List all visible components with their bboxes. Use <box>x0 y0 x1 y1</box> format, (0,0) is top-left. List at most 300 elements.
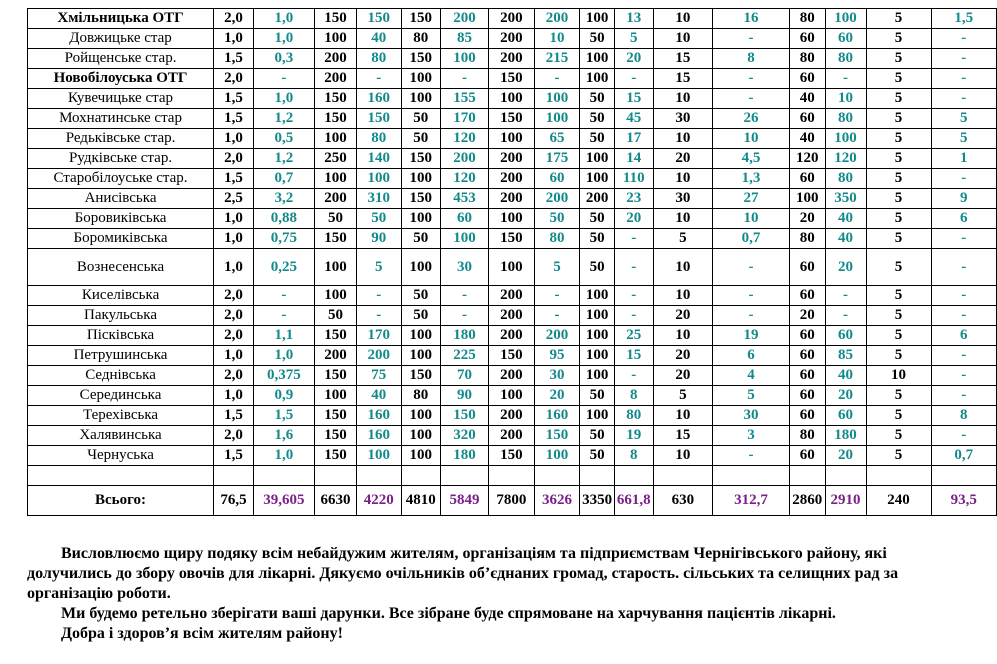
total-value-cell: 93,5 <box>931 486 996 516</box>
value-cell: 14 <box>614 149 653 169</box>
value-cell: 200 <box>489 169 535 189</box>
value-cell: 60 <box>440 209 488 229</box>
value-cell: 1 <box>931 149 996 169</box>
table-row <box>28 29 997 49</box>
value-cell: 200 <box>440 9 488 29</box>
value-cell: 100 <box>315 286 357 306</box>
value-cell: 50 <box>580 249 615 286</box>
row-name-cell: Киселівська <box>28 286 214 306</box>
empty-cell <box>253 466 314 486</box>
value-cell: 26 <box>713 109 790 129</box>
value-cell: 200 <box>489 306 535 326</box>
value-cell: 100 <box>489 249 535 286</box>
row-name-cell: Седнівська <box>28 366 214 386</box>
value-cell: 150 <box>356 9 401 29</box>
value-cell: - <box>931 386 996 406</box>
value-cell: 100 <box>580 326 615 346</box>
value-cell: 2,0 <box>214 69 254 89</box>
value-cell: 150 <box>315 9 357 29</box>
value-cell: 5 <box>866 149 931 169</box>
value-cell: 200 <box>489 29 535 49</box>
value-cell: 0,5 <box>253 129 314 149</box>
value-cell: 5 <box>866 169 931 189</box>
value-cell: - <box>713 69 790 89</box>
value-cell: 10 <box>653 209 713 229</box>
value-cell: 60 <box>790 326 826 346</box>
value-cell: 60 <box>790 69 826 89</box>
value-cell: 100 <box>489 386 535 406</box>
empty-cell <box>315 466 357 486</box>
value-cell: 0,7 <box>253 169 314 189</box>
total-value-cell: 2860 <box>790 486 826 516</box>
value-cell: 85 <box>825 346 866 366</box>
value-cell: 40 <box>356 386 401 406</box>
value-cell: 15 <box>653 426 713 446</box>
value-cell: 100 <box>401 209 440 229</box>
value-cell: 100 <box>315 249 357 286</box>
value-cell: 100 <box>580 286 615 306</box>
value-cell: 100 <box>315 29 357 49</box>
value-cell: 6 <box>931 209 996 229</box>
value-cell: 90 <box>440 386 488 406</box>
table-row <box>28 406 997 426</box>
value-cell: 50 <box>580 89 615 109</box>
value-cell: - <box>614 249 653 286</box>
value-cell: 5 <box>653 229 713 249</box>
value-cell: 2,0 <box>214 426 254 446</box>
value-cell: 5 <box>866 406 931 426</box>
value-cell: 100 <box>790 189 826 209</box>
value-cell: 5 <box>866 446 931 466</box>
value-cell: 100 <box>401 169 440 189</box>
value-cell: 160 <box>356 89 401 109</box>
table-row <box>28 286 997 306</box>
value-cell: 60 <box>790 109 826 129</box>
value-cell: 100 <box>440 229 488 249</box>
total-value-cell: 4220 <box>356 486 401 516</box>
value-cell: 50 <box>580 446 615 466</box>
value-cell: 40 <box>356 29 401 49</box>
table-row <box>28 446 997 466</box>
value-cell: - <box>614 229 653 249</box>
value-cell: 215 <box>534 49 580 69</box>
empty-cell <box>713 466 790 486</box>
value-cell: 160 <box>534 406 580 426</box>
value-cell: 50 <box>580 426 615 446</box>
value-cell: 1,5 <box>214 446 254 466</box>
value-cell: - <box>713 29 790 49</box>
row-name-cell: Чернуська <box>28 446 214 466</box>
total-value-cell: 240 <box>866 486 931 516</box>
message-paragraph-2: Ми будемо ретельно зберігати ваші дарунки. Все зібране буде спрямоване на харчування пацієнтів лікарні. <box>61 605 836 622</box>
total-value-cell: 39,605 <box>253 486 314 516</box>
value-cell: 200 <box>315 346 357 366</box>
value-cell: 5 <box>931 109 996 129</box>
value-cell: 60 <box>825 406 866 426</box>
value-cell: 200 <box>489 286 535 306</box>
value-cell: 15 <box>614 346 653 366</box>
value-cell: 100 <box>315 129 357 149</box>
value-cell: 180 <box>440 326 488 346</box>
value-cell: - <box>931 29 996 49</box>
value-cell: 150 <box>489 69 535 89</box>
value-cell: 1,5 <box>214 406 254 426</box>
value-cell: 100 <box>580 69 615 89</box>
value-cell: 150 <box>315 366 357 386</box>
value-cell: 60 <box>790 249 826 286</box>
message-paragraph-3: Добра і здоров’я всім жителям району! <box>61 625 343 642</box>
total-value-cell: 7800 <box>489 486 535 516</box>
value-cell: 3,2 <box>253 189 314 209</box>
value-cell: 10 <box>653 286 713 306</box>
value-cell: 150 <box>489 229 535 249</box>
value-cell: 250 <box>315 149 357 169</box>
value-cell: 200 <box>489 189 535 209</box>
value-cell: 100 <box>440 49 488 69</box>
spacer-row <box>28 466 997 486</box>
value-cell: 50 <box>401 306 440 326</box>
empty-cell <box>580 466 615 486</box>
value-cell: 0,88 <box>253 209 314 229</box>
value-cell: 100 <box>401 89 440 109</box>
value-cell: 100 <box>580 49 615 69</box>
value-cell: 100 <box>401 326 440 346</box>
table-row <box>28 149 997 169</box>
value-cell: 100 <box>534 109 580 129</box>
empty-cell <box>866 466 931 486</box>
empty-cell <box>653 466 713 486</box>
value-cell: 80 <box>825 169 866 189</box>
total-row <box>28 486 997 516</box>
value-cell: - <box>931 426 996 446</box>
value-cell: 50 <box>580 386 615 406</box>
value-cell: 40 <box>825 366 866 386</box>
value-cell: 1,3 <box>713 169 790 189</box>
value-cell: 200 <box>489 406 535 426</box>
value-cell: 6 <box>713 346 790 366</box>
value-cell: 30 <box>653 109 713 129</box>
row-name-cell: Редьківське стар. <box>28 129 214 149</box>
value-cell: 5 <box>866 49 931 69</box>
value-cell: 150 <box>401 49 440 69</box>
value-cell: - <box>534 69 580 89</box>
value-cell: - <box>253 286 314 306</box>
value-cell: 20 <box>653 366 713 386</box>
value-cell: 50 <box>315 306 357 326</box>
value-cell: - <box>440 306 488 326</box>
value-cell: 100 <box>356 446 401 466</box>
row-name-cell: Новобілоуська ОТГ <box>28 69 214 89</box>
value-cell: 80 <box>401 386 440 406</box>
value-cell: - <box>931 49 996 69</box>
value-cell: 100 <box>315 386 357 406</box>
value-cell: 150 <box>315 109 357 129</box>
value-cell: 200 <box>489 426 535 446</box>
value-cell: 1,0 <box>214 129 254 149</box>
value-cell: 150 <box>401 9 440 29</box>
value-cell: 200 <box>440 149 488 169</box>
row-name-cell: Боровиківська <box>28 209 214 229</box>
value-cell: 19 <box>614 426 653 446</box>
value-cell: 2,0 <box>214 286 254 306</box>
value-cell: 1,5 <box>931 9 996 29</box>
value-cell: - <box>931 366 996 386</box>
value-cell: 50 <box>580 129 615 149</box>
value-cell: 1,0 <box>214 249 254 286</box>
row-name-cell: Терехівська <box>28 406 214 426</box>
value-cell: 17 <box>614 129 653 149</box>
table-row <box>28 426 997 446</box>
row-name-cell: Пісківська <box>28 326 214 346</box>
value-cell: 5 <box>866 249 931 286</box>
value-cell: 5 <box>866 189 931 209</box>
value-cell: 0,7 <box>713 229 790 249</box>
value-cell: 6 <box>931 326 996 346</box>
value-cell: - <box>713 249 790 286</box>
value-cell: 0,375 <box>253 366 314 386</box>
value-cell: 30 <box>440 249 488 286</box>
table-row <box>28 326 997 346</box>
value-cell: 8 <box>931 406 996 426</box>
value-cell: 110 <box>614 169 653 189</box>
value-cell: - <box>825 286 866 306</box>
value-cell: - <box>713 446 790 466</box>
value-cell: 15 <box>653 49 713 69</box>
value-cell: 200 <box>534 326 580 346</box>
row-name-cell: Халявинська <box>28 426 214 446</box>
value-cell: 5 <box>866 69 931 89</box>
total-value-cell: 4810 <box>401 486 440 516</box>
value-cell: 100 <box>356 169 401 189</box>
value-cell: 80 <box>614 406 653 426</box>
value-cell: 120 <box>440 129 488 149</box>
row-name-cell: Рудківське стар. <box>28 149 214 169</box>
value-cell: 2,0 <box>214 9 254 29</box>
value-cell: 200 <box>315 69 357 89</box>
value-cell: 20 <box>825 446 866 466</box>
value-cell: 60 <box>790 386 826 406</box>
value-cell: 200 <box>489 9 535 29</box>
value-cell: 100 <box>401 446 440 466</box>
value-cell: - <box>713 306 790 326</box>
value-cell: 80 <box>356 49 401 69</box>
value-cell: 4 <box>713 366 790 386</box>
value-cell: 100 <box>315 169 357 189</box>
value-cell: 225 <box>440 346 488 366</box>
table-row <box>28 169 997 189</box>
value-cell: 150 <box>489 346 535 366</box>
value-cell: 0,25 <box>253 249 314 286</box>
value-cell: 2,0 <box>214 326 254 346</box>
value-cell: 175 <box>534 149 580 169</box>
value-cell: 200 <box>489 49 535 69</box>
value-cell: 8 <box>614 386 653 406</box>
value-cell: 120 <box>790 149 826 169</box>
value-cell: 10 <box>713 209 790 229</box>
value-cell: 100 <box>534 446 580 466</box>
value-cell: 150 <box>356 109 401 129</box>
value-cell: 200 <box>534 189 580 209</box>
value-cell: - <box>825 69 866 89</box>
value-cell: - <box>614 286 653 306</box>
thank-you-message <box>27 544 972 644</box>
total-value-cell: 6630 <box>315 486 357 516</box>
value-cell: 1,2 <box>253 109 314 129</box>
value-cell: 60 <box>790 446 826 466</box>
value-cell: 10 <box>653 249 713 286</box>
value-cell: 25 <box>614 326 653 346</box>
value-cell: 80 <box>401 29 440 49</box>
value-cell: 15 <box>653 69 713 89</box>
total-value-cell: 312,7 <box>713 486 790 516</box>
value-cell: 5 <box>866 326 931 346</box>
value-cell: - <box>534 286 580 306</box>
value-cell: 60 <box>790 29 826 49</box>
value-cell: 5 <box>866 29 931 49</box>
table-row <box>28 249 997 286</box>
value-cell: 160 <box>356 406 401 426</box>
value-cell: 60 <box>790 286 826 306</box>
value-cell: 20 <box>790 209 826 229</box>
value-cell: 20 <box>534 386 580 406</box>
value-cell: 10 <box>713 129 790 149</box>
value-cell: 50 <box>315 209 357 229</box>
value-cell: 100 <box>489 209 535 229</box>
value-cell: 1,0 <box>214 209 254 229</box>
empty-cell <box>28 466 214 486</box>
table-row <box>28 49 997 69</box>
value-cell: 40 <box>790 129 826 149</box>
value-cell: 20 <box>614 209 653 229</box>
value-cell: - <box>931 229 996 249</box>
value-cell: 10 <box>653 446 713 466</box>
value-cell: 100 <box>401 426 440 446</box>
value-cell: - <box>440 286 488 306</box>
value-cell: 80 <box>790 229 826 249</box>
value-cell: 19 <box>713 326 790 346</box>
value-cell: 5 <box>866 286 931 306</box>
value-cell: - <box>931 69 996 89</box>
value-cell: 5 <box>931 129 996 149</box>
value-cell: 170 <box>356 326 401 346</box>
value-cell: 5 <box>866 9 931 29</box>
value-cell: 200 <box>489 149 535 169</box>
row-name-cell: Серединська <box>28 386 214 406</box>
value-cell: 1,0 <box>214 229 254 249</box>
value-cell: 13 <box>614 9 653 29</box>
value-cell: 10 <box>653 406 713 426</box>
value-cell: 100 <box>580 406 615 426</box>
value-cell: 1,5 <box>253 406 314 426</box>
value-cell: 50 <box>356 209 401 229</box>
value-cell: 15 <box>614 89 653 109</box>
value-cell: 150 <box>315 326 357 346</box>
value-cell: 75 <box>356 366 401 386</box>
value-cell: 150 <box>315 229 357 249</box>
row-name-cell: Анисівська <box>28 189 214 209</box>
value-cell: 5 <box>713 386 790 406</box>
table-body <box>28 9 997 516</box>
value-cell: 1,0 <box>214 29 254 49</box>
value-cell: 100 <box>580 149 615 169</box>
value-cell: 5 <box>614 29 653 49</box>
value-cell: 40 <box>825 229 866 249</box>
value-cell: 1,0 <box>253 346 314 366</box>
value-cell: 60 <box>790 346 826 366</box>
table-row <box>28 129 997 149</box>
value-cell: 50 <box>580 109 615 129</box>
value-cell: 80 <box>825 109 866 129</box>
value-cell: 10 <box>653 326 713 346</box>
value-cell: 30 <box>713 406 790 426</box>
value-cell: - <box>931 249 996 286</box>
table-row <box>28 229 997 249</box>
value-cell: 80 <box>825 49 866 69</box>
value-cell: 1,0 <box>214 346 254 366</box>
value-cell: 5 <box>653 386 713 406</box>
value-cell: 200 <box>534 9 580 29</box>
value-cell: 155 <box>440 89 488 109</box>
value-cell: 150 <box>315 89 357 109</box>
value-cell: 100 <box>534 89 580 109</box>
empty-cell <box>356 466 401 486</box>
value-cell: 85 <box>440 29 488 49</box>
value-cell: 80 <box>790 426 826 446</box>
row-name-cell: Боромиківська <box>28 229 214 249</box>
value-cell: 50 <box>401 286 440 306</box>
total-value-cell: 5849 <box>440 486 488 516</box>
value-cell: 50 <box>580 29 615 49</box>
value-cell: 150 <box>315 426 357 446</box>
value-cell: 100 <box>580 9 615 29</box>
value-cell: 16 <box>713 9 790 29</box>
total-value-cell: 661,8 <box>614 486 653 516</box>
value-cell: 150 <box>534 426 580 446</box>
table-row <box>28 189 997 209</box>
value-cell: 100 <box>825 129 866 149</box>
value-cell: 70 <box>440 366 488 386</box>
value-cell: 100 <box>401 249 440 286</box>
value-cell: 60 <box>790 169 826 189</box>
value-cell: 80 <box>534 229 580 249</box>
total-value-cell: 3350 <box>580 486 615 516</box>
value-cell: 0,9 <box>253 386 314 406</box>
value-cell: 2,5 <box>214 189 254 209</box>
value-cell: 1,0 <box>214 386 254 406</box>
value-cell: - <box>931 286 996 306</box>
table-row <box>28 69 997 89</box>
empty-cell <box>614 466 653 486</box>
value-cell: 150 <box>489 446 535 466</box>
value-cell: 50 <box>580 209 615 229</box>
empty-cell <box>401 466 440 486</box>
value-cell: 20 <box>825 249 866 286</box>
value-cell: 2,0 <box>214 149 254 169</box>
total-value-cell: 2910 <box>825 486 866 516</box>
value-cell: 100 <box>401 406 440 426</box>
value-cell: 8 <box>614 446 653 466</box>
value-cell: 180 <box>825 426 866 446</box>
value-cell: 20 <box>653 346 713 366</box>
value-cell: 5 <box>534 249 580 286</box>
value-cell: 150 <box>401 366 440 386</box>
value-cell: 5 <box>866 306 931 326</box>
value-cell: 20 <box>790 306 826 326</box>
table-row <box>28 89 997 109</box>
value-cell: 20 <box>653 306 713 326</box>
value-cell: - <box>931 306 996 326</box>
value-cell: 45 <box>614 109 653 129</box>
